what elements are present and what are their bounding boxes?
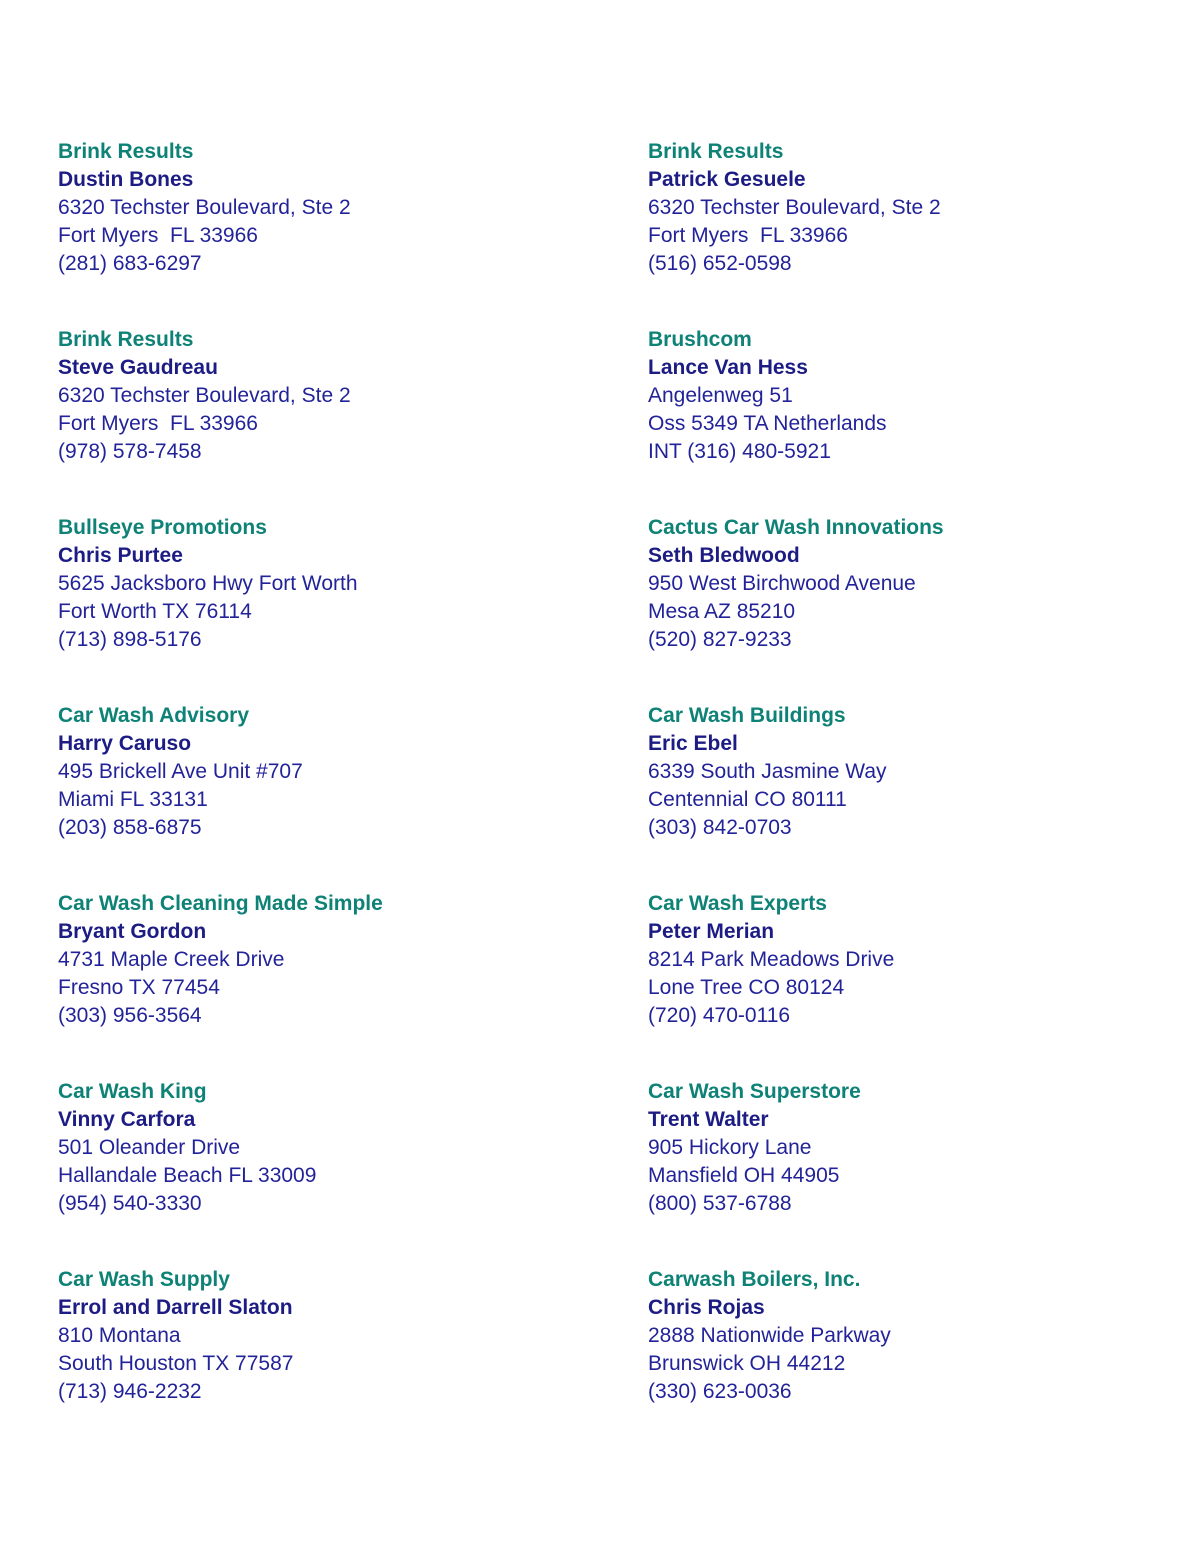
address-line-2: Oss 5349 TA Netherlands (648, 412, 887, 435)
phone-number: (303) 956-3564 (58, 1004, 202, 1027)
phone-number: (281) 683-6297 (58, 252, 202, 275)
contact-card (648, 1078, 1200, 1218)
contact-card (58, 1078, 648, 1218)
address-line-2: Fort Myers FL 33966 (648, 224, 848, 247)
contact-name: Lance Van Hess (648, 356, 808, 379)
company-name: Car Wash Supply (58, 1268, 230, 1291)
address-line-1: 6320 Techster Boulevard, Ste 2 (648, 196, 941, 219)
company-name: Brink Results (648, 140, 784, 163)
contact-card (58, 326, 648, 466)
company-name: Car Wash King (58, 1080, 207, 1103)
company-name: Brushcom (648, 328, 752, 351)
contact-directory (58, 138, 1198, 1406)
company-name: Car Wash Advisory (58, 704, 249, 727)
contact-card (648, 702, 1200, 842)
phone-number: (713) 946-2232 (58, 1380, 202, 1403)
company-name: Car Wash Buildings (648, 704, 846, 727)
company-name: Cactus Car Wash Innovations (648, 516, 944, 539)
contact-name: Patrick Gesuele (648, 168, 806, 191)
contact-card (648, 138, 1200, 278)
phone-number: (978) 578-7458 (58, 440, 202, 463)
address-line-2: Fort Myers FL 33966 (58, 412, 258, 435)
contact-card (648, 326, 1200, 466)
phone-number: (720) 470-0116 (648, 1004, 791, 1027)
contact-card (648, 1266, 1200, 1406)
address-line-1: 6339 South Jasmine Way (648, 760, 887, 783)
company-name: Car Wash Cleaning Made Simple (58, 892, 383, 915)
address-line-2: Miami FL 33131 (58, 788, 208, 811)
contact-name: Vinny Carfora (58, 1108, 196, 1131)
address-line-1: 6320 Techster Boulevard, Ste 2 (58, 384, 351, 407)
contact-card (58, 890, 648, 1030)
company-name: Car Wash Superstore (648, 1080, 861, 1103)
contact-name: Errol and Darrell Slaton (58, 1296, 293, 1319)
address-line-1: 501 Oleander Drive (58, 1136, 241, 1159)
address-line-1: 5625 Jacksboro Hwy Fort Worth (58, 572, 358, 595)
company-name: Brink Results (58, 140, 194, 163)
contact-name: Peter Merian (648, 920, 775, 943)
contact-card (648, 514, 1200, 654)
address-line-2: Mansfield OH 44905 (648, 1164, 840, 1187)
address-line-1: 8214 Park Meadows Drive (648, 948, 895, 971)
phone-number: (303) 842-0703 (648, 816, 792, 839)
address-line-2: Centennial CO 80111 (648, 788, 847, 811)
contact-name: Dustin Bones (58, 168, 194, 191)
phone-number: (800) 537-6788 (648, 1192, 792, 1215)
phone-number: (203) 858-6875 (58, 816, 202, 839)
phone-number: (713) 898-5176 (58, 628, 202, 651)
phone-number: (954) 540-3330 (58, 1192, 202, 1215)
phone-number: INT (316) 480-5921 (648, 440, 831, 463)
contact-card (58, 1266, 648, 1406)
address-line-1: 6320 Techster Boulevard, Ste 2 (58, 196, 351, 219)
contact-name: Chris Rojas (648, 1296, 765, 1319)
contact-name: Steve Gaudreau (58, 356, 218, 379)
address-line-2: Fresno TX 77454 (58, 976, 220, 999)
company-name: Car Wash Experts (648, 892, 827, 915)
address-line-2: Lone Tree CO 80124 (648, 976, 845, 999)
phone-number: (516) 652-0598 (648, 252, 792, 275)
contact-card (58, 514, 648, 654)
contact-name: Bryant Gordon (58, 920, 207, 943)
company-name: Bullseye Promotions (58, 516, 267, 539)
address-line-1: 810 Montana (58, 1324, 181, 1347)
address-line-1: 950 West Birchwood Avenue (648, 572, 916, 595)
contact-name: Eric Ebel (648, 732, 738, 755)
address-line-2: Fort Worth TX 76114 (58, 600, 252, 623)
company-name: Carwash Boilers, Inc. (648, 1268, 861, 1291)
address-line-1: 905 Hickory Lane (648, 1136, 812, 1159)
address-line-2: Brunswick OH 44212 (648, 1352, 846, 1375)
contact-name: Trent Walter (648, 1108, 769, 1131)
contact-card (58, 702, 648, 842)
phone-number: (520) 827-9233 (648, 628, 792, 651)
phone-number: (330) 623-0036 (648, 1380, 792, 1403)
address-line-2: Hallandale Beach FL 33009 (58, 1164, 317, 1187)
address-line-1: 2888 Nationwide Parkway (648, 1324, 891, 1347)
address-line-2: Fort Myers FL 33966 (58, 224, 258, 247)
contact-name: Chris Purtee (58, 544, 183, 567)
contact-card (648, 890, 1200, 1030)
address-line-2: Mesa AZ 85210 (648, 600, 796, 623)
address-line-2: South Houston TX 77587 (58, 1352, 294, 1375)
address-line-1: 495 Brickell Ave Unit #707 (58, 760, 303, 783)
contact-name: Harry Caruso (58, 732, 192, 755)
address-line-1: Angelenweg 51 (648, 384, 793, 407)
contact-name: Seth Bledwood (648, 544, 800, 567)
contact-card (58, 138, 648, 278)
address-line-1: 4731 Maple Creek Drive (58, 948, 285, 971)
company-name: Brink Results (58, 328, 194, 351)
